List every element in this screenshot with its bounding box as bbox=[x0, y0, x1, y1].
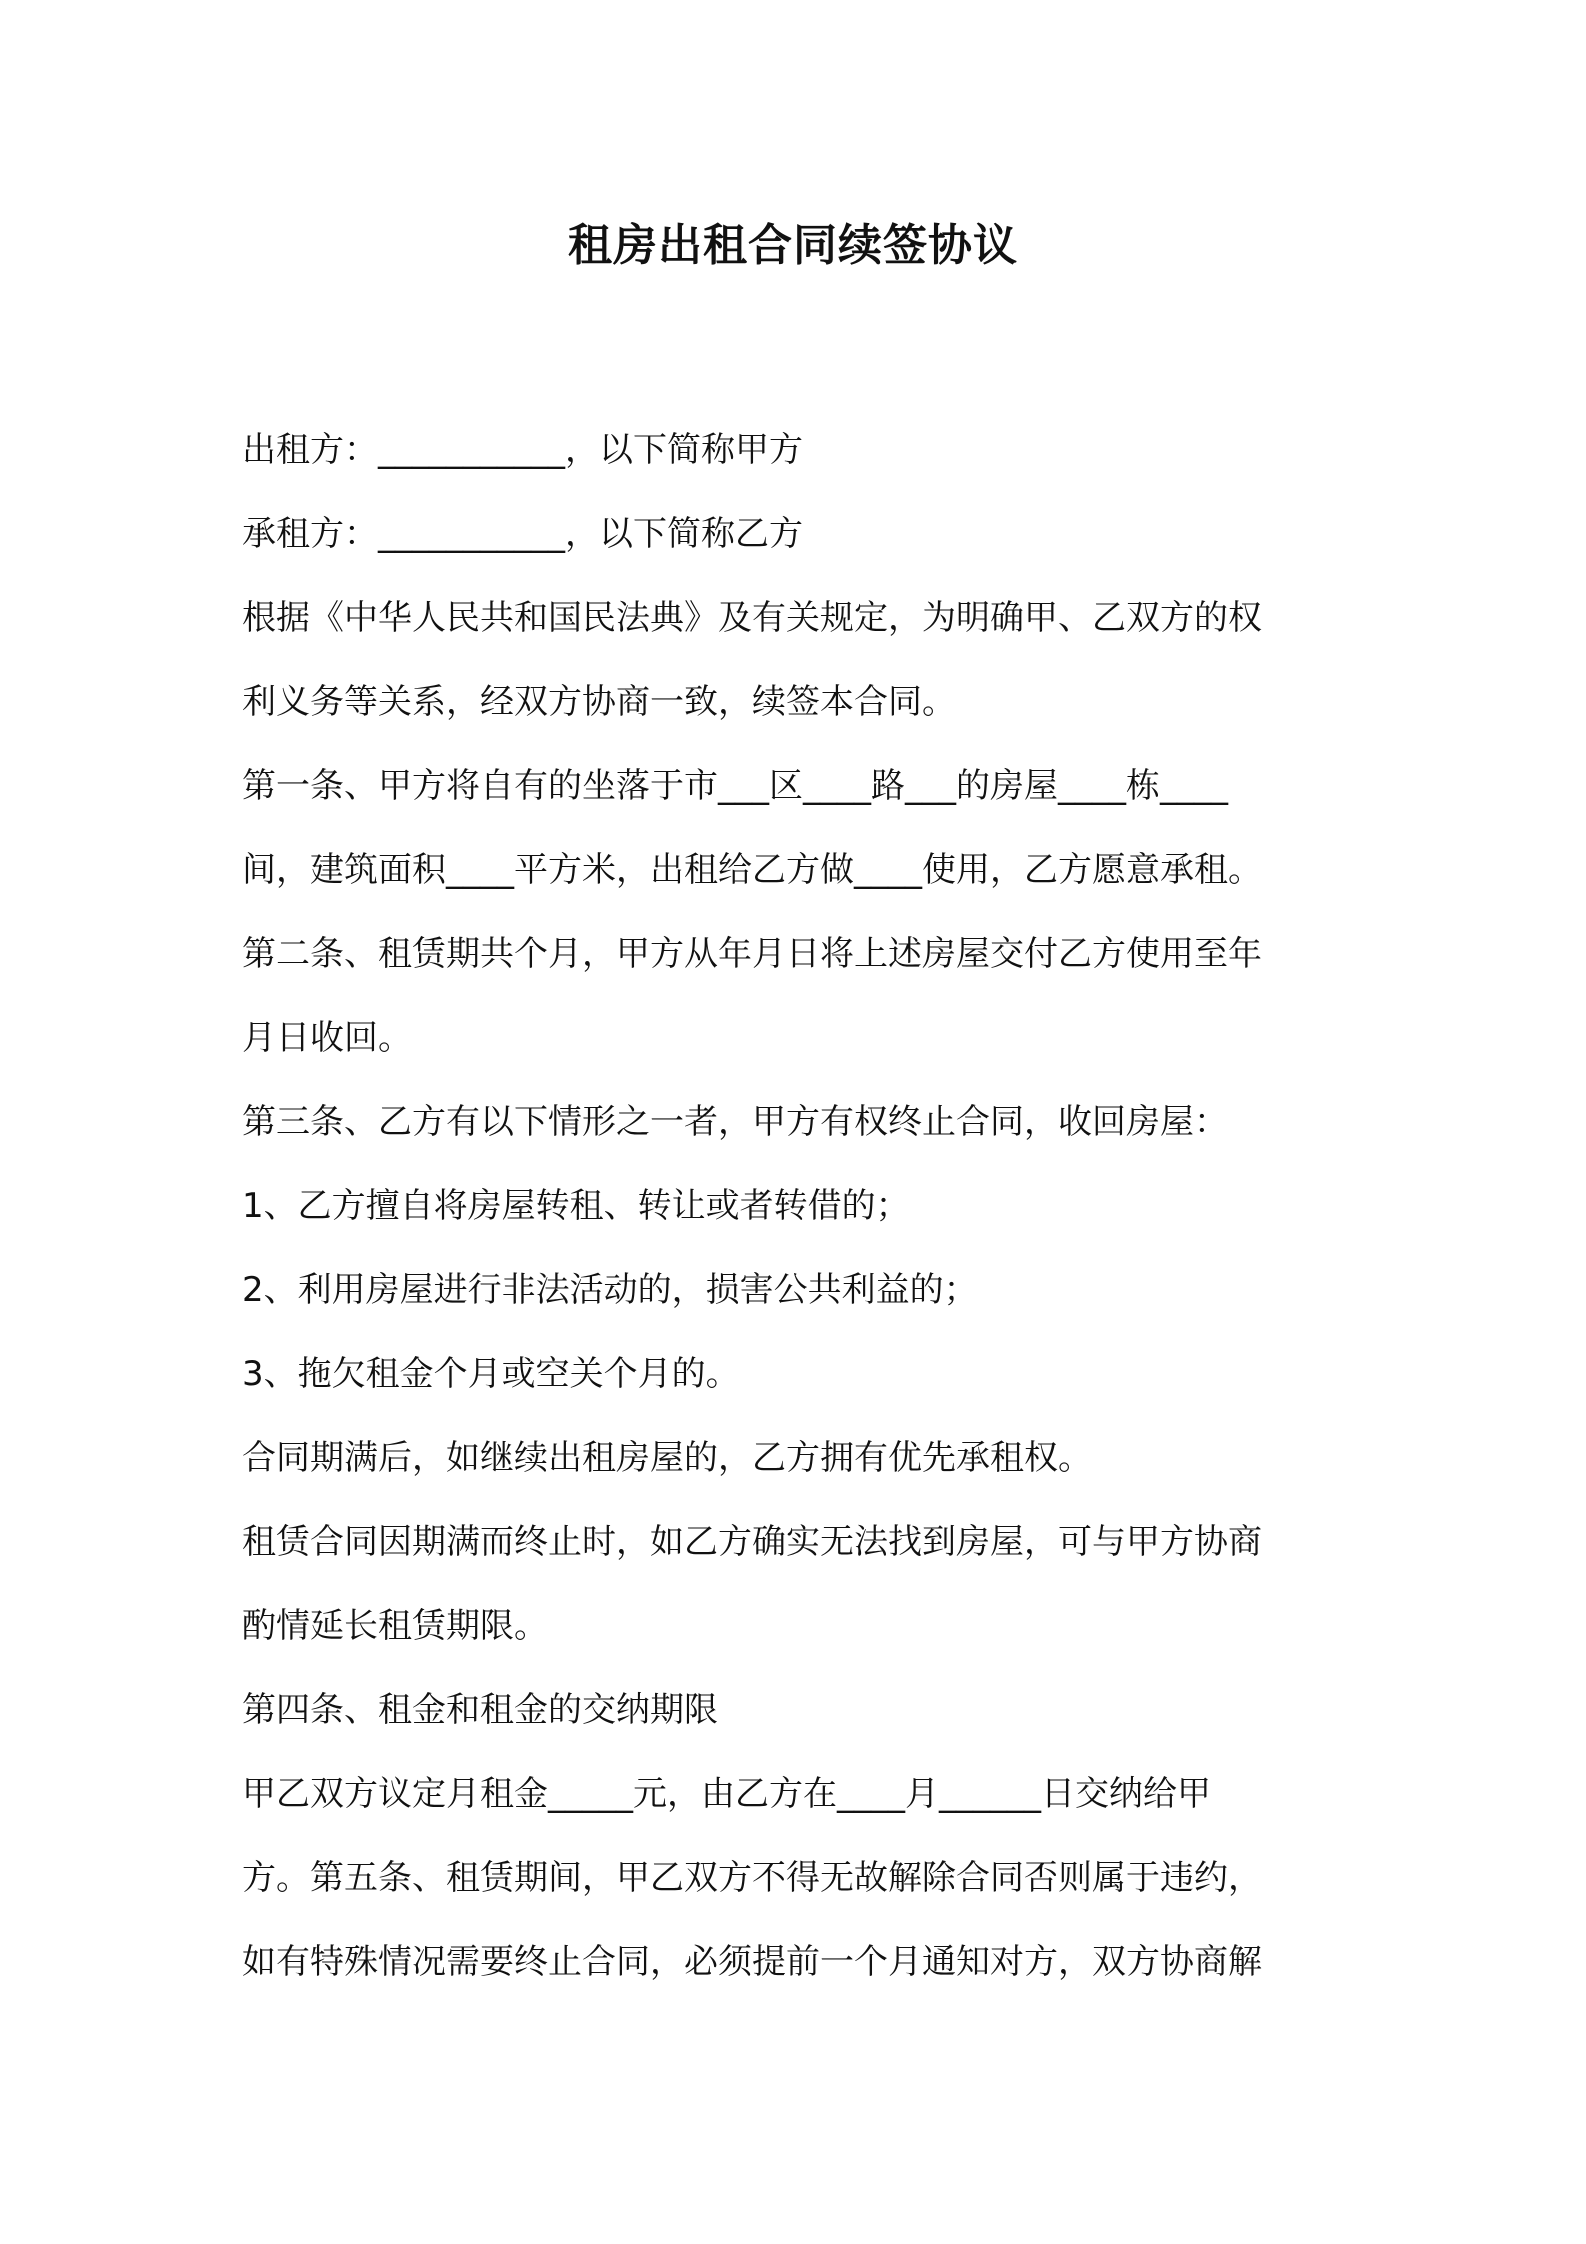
document-title: 租房出租合同续签协议 bbox=[568, 220, 1018, 271]
article-1-line: 间，建筑面积____平方米，出租给乙方做____使用，乙方愿意承租。 bbox=[242, 850, 1262, 890]
preamble-line: 利义务等关系，经双方协商一致，续签本合同。 bbox=[242, 682, 956, 722]
document-body bbox=[242, 408, 1362, 2004]
extension-line: 酌情延长租赁期限。 bbox=[242, 1606, 548, 1646]
article-5-line: 方。第五条、租赁期间，甲乙双方不得无故解除合同否则属于违约， bbox=[242, 1858, 1262, 1898]
article-3-item: 1、乙方擅自将房屋转租、转让或者转借的； bbox=[242, 1186, 910, 1226]
priority-renewal-line: 合同期满后，如继续出租房屋的，乙方拥有优先承租权。 bbox=[242, 1438, 1092, 1478]
article-3-item: 2、利用房屋进行非法活动的，损害公共利益的； bbox=[242, 1270, 978, 1310]
article-3-line: 第三条、乙方有以下情形之一者，甲方有权终止合同，收回房屋： bbox=[242, 1102, 1228, 1142]
article-3-item: 3、拖欠租金个月或空关个月的。 bbox=[242, 1354, 740, 1394]
article-4-line: 甲乙双方议定月租金_____元，由乙方在____月______日交纳给甲 bbox=[242, 1774, 1211, 1814]
extension-line: 租赁合同因期满而终止时，如乙方确实无法找到房屋，可与甲方协商 bbox=[242, 1522, 1262, 1562]
article-1-line: 第一条、甲方将自有的坐落于市___区____路___的房屋____栋____ bbox=[242, 766, 1228, 806]
preamble-line: 根据《中华人民共和国民法典》及有关规定，为明确甲、乙双方的权 bbox=[242, 598, 1262, 638]
article-2-line: 第二条、租赁期共个月，甲方从年月日将上述房屋交付乙方使用至年 bbox=[242, 934, 1262, 974]
article-4-heading: 第四条、租金和租金的交纳期限 bbox=[242, 1690, 718, 1730]
lessor-line: 出租方：___________，以下简称甲方 bbox=[242, 430, 803, 470]
lessee-line: 承租方：___________，以下简称乙方 bbox=[242, 514, 803, 554]
article-5-line: 如有特殊情况需要终止合同，必须提前一个月通知对方，双方协商解 bbox=[242, 1942, 1262, 1982]
article-2-line: 月日收回。 bbox=[242, 1018, 412, 1058]
